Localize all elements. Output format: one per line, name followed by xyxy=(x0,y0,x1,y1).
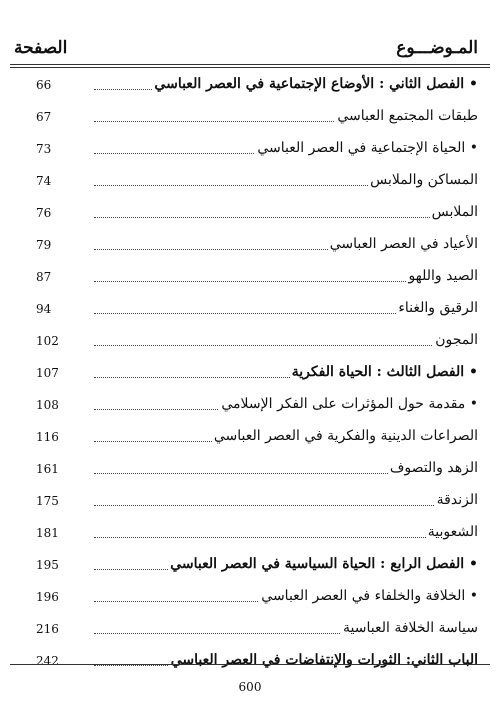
toc-entry xyxy=(36,236,478,260)
toc-entry-title: المجون xyxy=(435,332,478,348)
toc-entry xyxy=(36,396,478,420)
page-number: 600 xyxy=(238,680,262,694)
toc-entry xyxy=(36,332,478,356)
dot-leader xyxy=(94,505,478,506)
toc-entry-title: الرقيق والغناء xyxy=(398,300,478,316)
toc-entry-page: 94 xyxy=(36,302,52,316)
toc-entry-page: 196 xyxy=(36,590,59,604)
toc-entry-title: سياسة الخلافة العباسية xyxy=(343,620,478,636)
toc-entry xyxy=(36,172,478,196)
toc-entry-page: 73 xyxy=(36,142,52,156)
toc-entry-page: 79 xyxy=(36,238,52,252)
toc-entry-page: 216 xyxy=(36,622,59,636)
toc-entry-title: طبقات المجتمع العباسي xyxy=(337,108,478,124)
toc-entry xyxy=(36,268,478,292)
dot-leader xyxy=(94,345,478,346)
toc-entry-title: • الفصل الثالث : الحياة الفكرية xyxy=(291,364,478,380)
table-header xyxy=(10,38,490,64)
toc-entry-page: 116 xyxy=(36,430,59,444)
toc-entry xyxy=(36,76,478,100)
toc-entry-page: 195 xyxy=(36,558,59,572)
column-title-page: الصفحة xyxy=(14,38,68,58)
toc-entry-title: الزندقة xyxy=(436,492,478,508)
toc-entry xyxy=(36,492,478,516)
toc-entry xyxy=(36,428,478,452)
toc-entry-page: 87 xyxy=(36,270,52,284)
toc-entry-title: الملابس xyxy=(431,204,478,220)
dot-leader xyxy=(94,537,478,538)
toc-entry-page: 181 xyxy=(36,526,59,540)
toc-entry xyxy=(36,108,478,132)
toc-entry xyxy=(36,364,478,388)
toc-entry xyxy=(36,556,478,580)
toc-entry-title: الشعوبية xyxy=(427,524,478,540)
header-rule xyxy=(10,64,490,65)
toc-entry-page: 175 xyxy=(36,494,59,508)
toc-entry-page: 107 xyxy=(36,366,59,380)
header-rule-double xyxy=(10,67,490,68)
toc-entry-title: الزهد والتصوف xyxy=(389,460,478,476)
toc-entry-title: الصراعات الدينية والفكرية في العصر العباسي xyxy=(213,428,478,444)
toc-entry-title: • مقدمة حول المؤثرات على الفكر الإسلامي xyxy=(221,396,478,412)
toc-entry-page: 108 xyxy=(36,398,59,412)
toc-entry xyxy=(36,460,478,484)
footer-rule xyxy=(10,664,490,665)
toc-entry-page: 74 xyxy=(36,174,52,188)
toc-entry-title: المساكن والملابس xyxy=(370,172,478,188)
dot-leader xyxy=(94,217,478,218)
toc-entry xyxy=(36,620,478,644)
toc-entry xyxy=(36,204,478,228)
toc-entry xyxy=(36,140,478,164)
toc-entry-page: 66 xyxy=(36,78,52,92)
toc-entry xyxy=(36,300,478,324)
toc-entry-title: الصيد واللهو xyxy=(408,268,478,284)
toc-entry-page: 76 xyxy=(36,206,52,220)
toc-entry-page: 242 xyxy=(36,654,59,668)
column-title-subject: المـوضـــوع xyxy=(396,38,478,58)
toc-entry-title: • الفصل الثاني : الأوضاع الإجتماعية في العصر العباسي xyxy=(154,76,478,92)
toc-entry-page: 161 xyxy=(36,462,59,476)
toc-entry-title: • الحياة الإجتماعية في العصر العباسي xyxy=(257,140,478,156)
toc-entry-title: • الخلافة والخلفاء في العصر العباسي xyxy=(261,588,478,604)
toc-entry-page: 67 xyxy=(36,110,52,124)
toc-entry-title: الباب الثاني: الثورات والإنتفاضات في العصر العباسي xyxy=(170,652,478,668)
toc-entry-page: 102 xyxy=(36,334,59,348)
toc-entry xyxy=(36,588,478,612)
toc-entry-title: • الفصل الرابع : الحياة السياسية في العصر العباسي xyxy=(170,556,478,572)
toc-entry xyxy=(36,524,478,548)
toc-entry-title: الأعياد في العصر العباسي xyxy=(329,236,478,252)
